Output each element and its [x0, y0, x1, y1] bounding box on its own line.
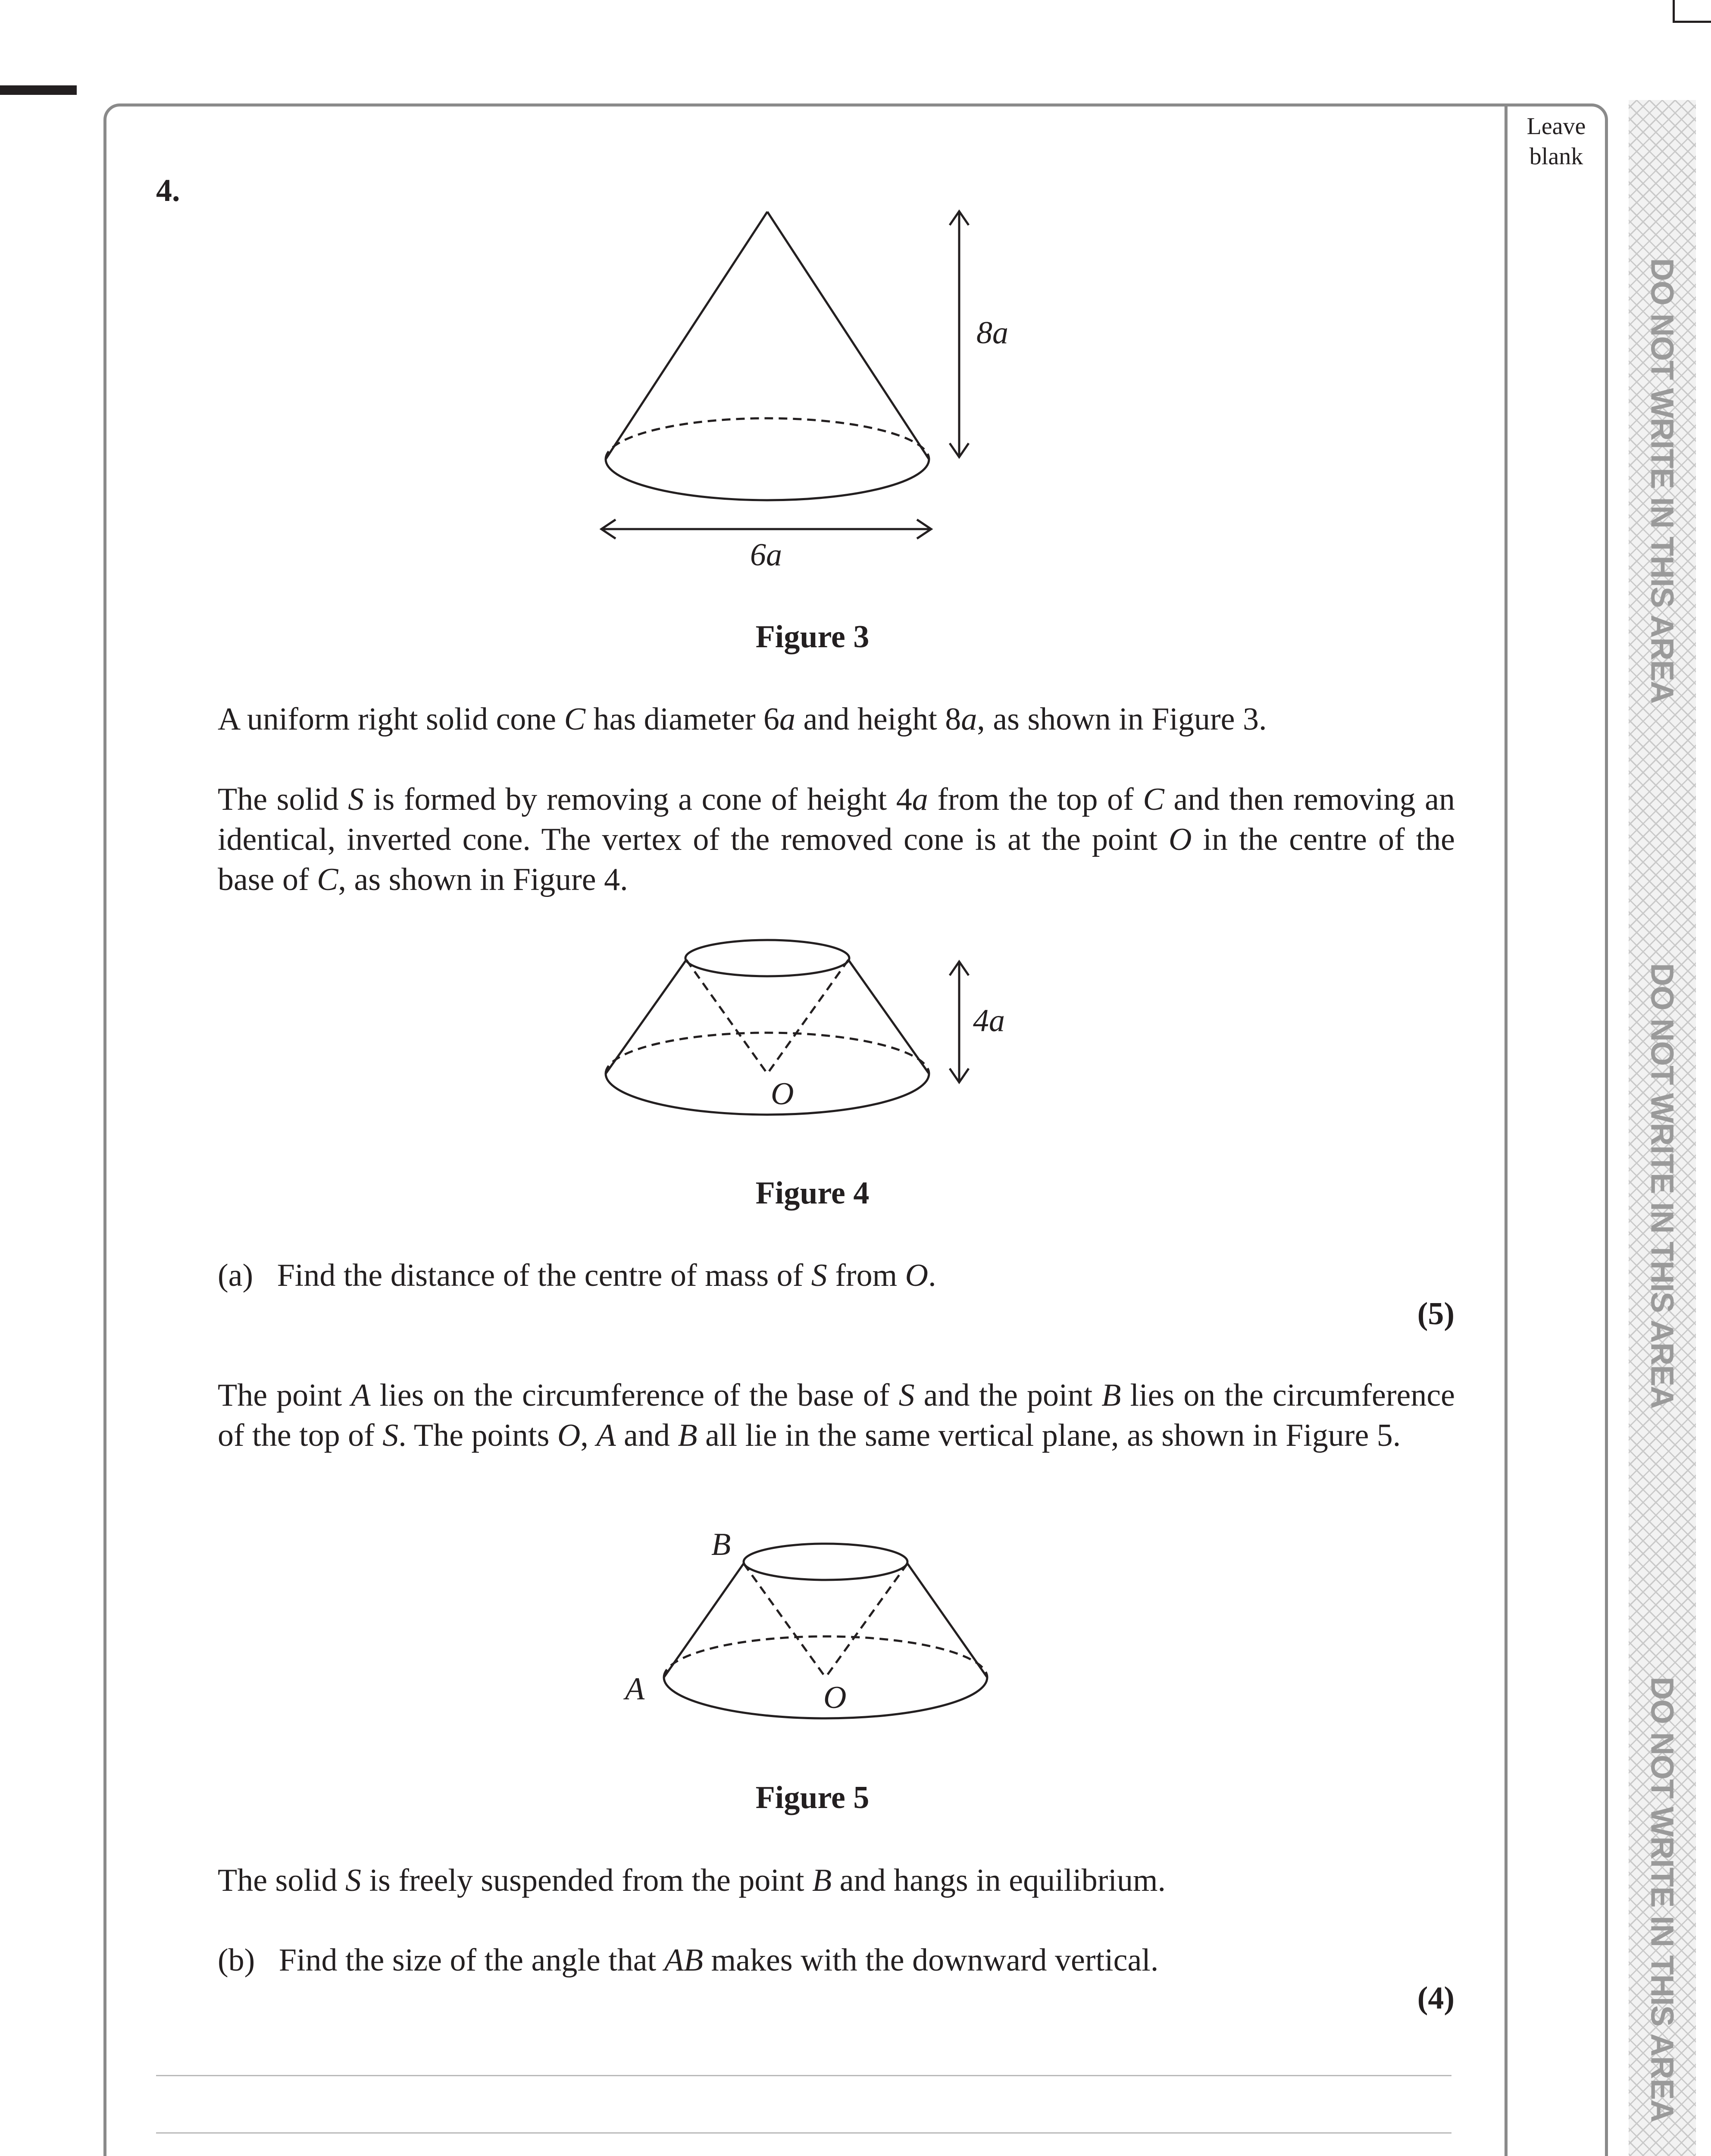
part-b-text: (b) Find the size of the angle that AB makes with the downward vertical. [218, 1943, 1159, 1978]
fig5-point-a: A [625, 1671, 645, 1707]
answer-line[interactable] [156, 2075, 1451, 2076]
warning-text-2: DO NOT WRITE IN THIS AREA [1644, 963, 1680, 1409]
leave-blank-divider [1505, 103, 1508, 2156]
figure-4-caption: Figure 4 [755, 1175, 870, 1211]
frustum-base-front [606, 1074, 929, 1115]
cone-right-side [767, 212, 929, 459]
warning-text-1: DO NOT WRITE IN THIS AREA [1644, 258, 1680, 704]
answer-line[interactable] [156, 2132, 1451, 2134]
fig4-point-o: O [771, 1076, 794, 1112]
points-paragraph: The point A lies on the circumference of the base of S and the point B lies on the circumference of the top of S. The points O, A and B all lie in the same vertical plane, as shown in Figure 5. [218, 1378, 1455, 1453]
cone-left-side [606, 212, 767, 459]
frustum-base-back [606, 1033, 929, 1074]
frustum5-base-back [664, 1636, 987, 1677]
intro-paragraph-1: A uniform right solid cone C has diameter 6a and height 8a, as shown in Figure 3. [218, 702, 1267, 737]
figure-3-cone [582, 198, 1056, 586]
crop-mark-top [0, 85, 77, 95]
figure-3-caption: Figure 3 [755, 619, 870, 655]
part-a-text: (a) Find the distance of the centre of mass of S from O. [218, 1258, 936, 1293]
part-b-marks: (4) [1417, 1981, 1455, 2016]
fig4-height-label: 4a [973, 1003, 1005, 1038]
fig5-point-o: O [823, 1680, 847, 1715]
cone-base-front [606, 459, 929, 500]
fig3-height-label: 8a [976, 315, 1008, 351]
warning-text-3: DO NOT WRITE IN THIS AREA [1644, 1677, 1680, 2122]
leave-blank-label: Leave blank [1526, 113, 1586, 170]
fig5-point-b: B [711, 1527, 731, 1562]
frustum-top [685, 940, 849, 976]
corner-mark-top-right-h [1673, 21, 1711, 23]
frustum5-top [744, 1544, 907, 1580]
question-number: 4. [156, 173, 180, 208]
cone-base-back [606, 418, 929, 459]
fig3-diameter-label: 6a [750, 537, 782, 573]
corner-mark-top-right [1673, 0, 1675, 22]
part-a-marks: (5) [1417, 1296, 1455, 1332]
intro-paragraph-2: The solid S is formed by removing a cone of height 4a from the top of C and then removing an identical, inverted cone. The vertex of the removed cone is at the point O in the centre of the base of C, as shown in Figure 4. [218, 782, 1455, 897]
suspension-paragraph: The solid S is freely suspended from the point B and hangs in equilibrium. [218, 1863, 1166, 1898]
figure-5-caption: Figure 5 [755, 1780, 870, 1815]
